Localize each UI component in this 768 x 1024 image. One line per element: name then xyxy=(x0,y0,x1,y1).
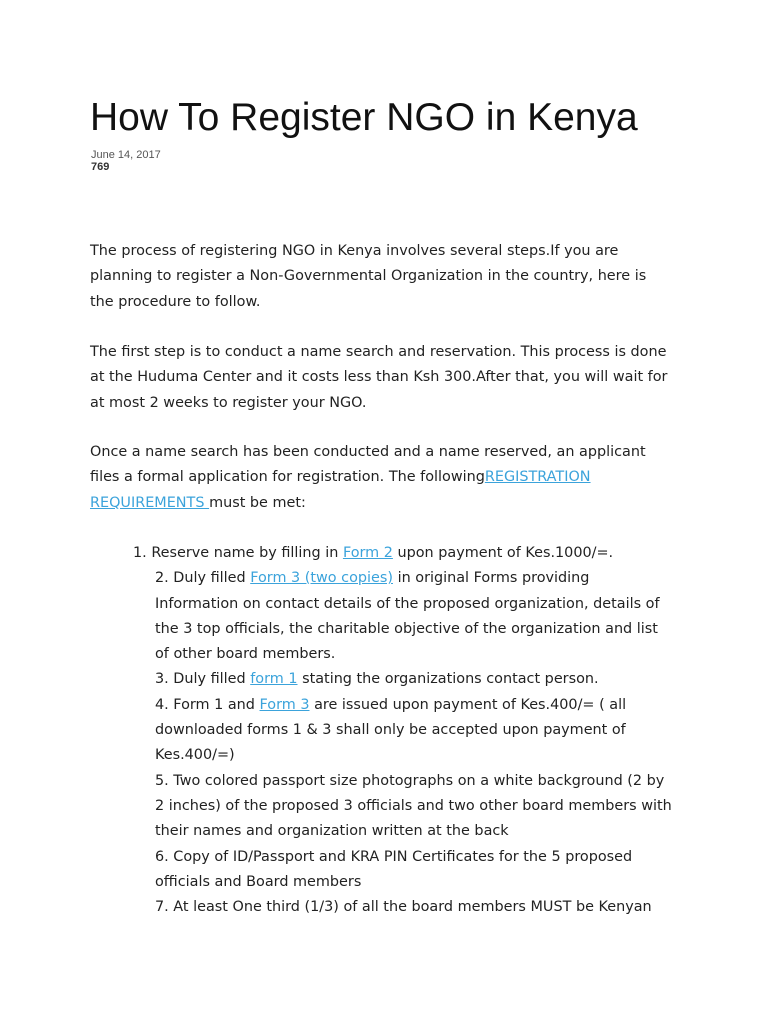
requirements-list xyxy=(133,541,672,920)
paragraph-line: The first step is to conduct a name search and reservation. This process is done xyxy=(90,344,667,360)
requirements-intro-paragraph xyxy=(90,440,646,516)
list-item xyxy=(133,541,672,566)
list-text: in original Forms providing xyxy=(393,570,590,587)
list-text: upon payment of Kes.1000/=. xyxy=(392,545,614,561)
paragraph-line: at the Huduma Center and it costs less than Ksh 300.After that, you will wait for xyxy=(90,369,668,386)
list-line: Kes.400/=) xyxy=(155,747,235,764)
paragraph-line: the procedure to follow. xyxy=(90,293,261,310)
list-item: 6. Copy of ID/Passport and KRA PIN Certificates for the 5 proposed xyxy=(155,848,633,865)
intro-paragraph xyxy=(90,239,646,315)
article-title: How To Register NGO in Kenya xyxy=(90,96,638,139)
form-3-link[interactable]: Form 3 xyxy=(259,696,310,713)
list-line: 2 inches) of the proposed 3 officials and two other board members with xyxy=(155,797,672,814)
paragraph-line: at most 2 weeks to register your NGO. xyxy=(90,394,367,411)
list-text: Reserve name by filling in xyxy=(151,545,343,561)
list-text: 3. Duly filled xyxy=(155,671,251,688)
list-line: their names and organization written at the back xyxy=(155,823,509,840)
list-text: 2. Duly filled xyxy=(155,570,251,587)
list-line: the 3 top officials, the charitable objective of the organization and list xyxy=(155,620,658,637)
registration-requirements-link[interactable]: REGISTRATION xyxy=(484,469,591,486)
list-line: officials and Board members xyxy=(155,873,362,890)
form-2-link[interactable]: Form 2 xyxy=(342,545,393,561)
list-item xyxy=(133,693,672,718)
paragraph-text: must be met: xyxy=(209,494,306,511)
list-line: Information on contact details of the proposed organization, details of xyxy=(155,595,660,612)
list-item xyxy=(133,667,672,692)
paragraph-text: files a formal application for registration. The following xyxy=(90,469,485,486)
view-count: 769 xyxy=(91,161,110,173)
list-text: stating the organizations contact person. xyxy=(297,671,599,688)
list-text: 4. Form 1 and xyxy=(155,696,260,713)
paragraph-line: The process of registering NGO in Kenya involves several steps.If you are xyxy=(90,243,619,259)
list-item: 5. Two colored passport size photographs on a white background (2 by xyxy=(155,772,665,789)
list-text: are issued upon payment of Kes.400/= ( all xyxy=(309,696,627,713)
paragraph-line xyxy=(90,491,646,516)
list-item: 7. At least One third (1/3) of all the board members MUST be Kenyan xyxy=(155,899,652,916)
form-3-two-copies-link[interactable]: Form 3 (two copies) xyxy=(250,570,393,587)
paragraph-line xyxy=(90,465,646,490)
paragraph-line: Once a name search has been conducted and a name reserved, an applicant xyxy=(90,444,646,460)
list-item xyxy=(133,566,672,591)
form-1-link[interactable]: form 1 xyxy=(250,671,298,688)
registration-requirements-link-cont[interactable]: REQUIREMENTS xyxy=(90,494,210,511)
list-marker: 1. xyxy=(133,545,147,561)
article-date: June 14, 2017 xyxy=(91,149,161,161)
list-line: downloaded forms 1 & 3 shall only be accepted upon payment of xyxy=(155,722,626,739)
name-search-paragraph xyxy=(90,340,667,416)
paragraph-line: planning to register a Non-Governmental Organization in the country, here is xyxy=(90,268,647,285)
list-line: of other board members. xyxy=(155,646,336,663)
